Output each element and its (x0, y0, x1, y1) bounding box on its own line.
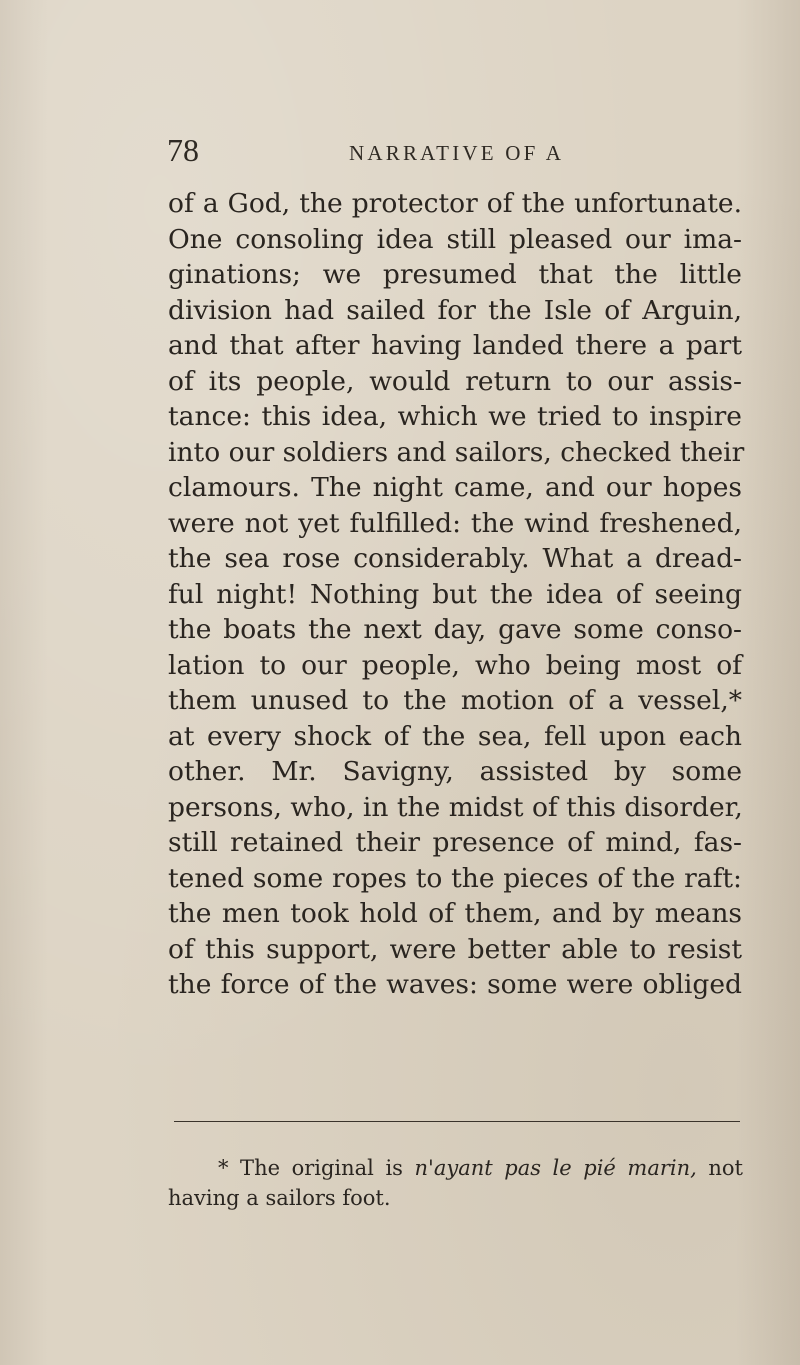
body-text (168, 186, 745, 1003)
text-line: lation to our people, who being most of (168, 649, 742, 681)
text-line: persons, who, in the midst of this disorder, (168, 791, 743, 823)
running-title: NARRATIVE OF A (349, 141, 565, 165)
text-line: of this support, were better able to resist (168, 933, 742, 965)
running-head (167, 132, 727, 168)
text-line: the force of the waves: some were obliged (168, 969, 742, 1000)
text-line: at every shock of the sea, fell upon each (168, 720, 742, 752)
text-line: ginations; we presumed that the little (168, 259, 742, 290)
footnote-line (168, 1153, 743, 1183)
text-line: the men took hold of them, and by means (168, 898, 742, 929)
text-line: into our soldiers and sailors, checked their (168, 436, 745, 468)
footnote-divider (174, 1121, 740, 1122)
footnote-text: * The original is (218, 1156, 415, 1180)
text-line: and that after having landed there a part (168, 330, 742, 361)
text-line: the boats the next day, gave some conso- (168, 614, 742, 645)
text-line: the sea rose considerably. What a dread- (168, 543, 742, 574)
text-line: of a God, the protector of the unfortunate. (168, 188, 742, 219)
text-line: them unused to the motion of a vessel,* (168, 685, 742, 716)
page-number: 78 (167, 132, 199, 168)
text-line: clamours. The night came, and our hopes (168, 472, 742, 503)
text-line: One consoling idea still pleased our ima- (168, 223, 742, 255)
footnote-italic-quote: n'ayant pas le pié marin, (414, 1156, 697, 1180)
text-line: division had sailed for the Isle of Arguin, (168, 294, 742, 326)
footnote-text: not (696, 1156, 743, 1180)
text-line: tened some ropes to the pieces of the raft: (168, 862, 742, 894)
text-line: tance: this idea, which we tried to inspire (168, 401, 742, 432)
footnote (168, 1153, 743, 1213)
text-line: were not yet fulfilled: the wind freshened, (168, 507, 742, 539)
footnote-line: having a sailors foot. (168, 1186, 391, 1210)
text-line: still retained their presence of mind, fas- (168, 827, 742, 858)
text-line: of its people, would return to our assis- (168, 365, 742, 397)
text-line: ful night! Nothing but the idea of seeing (168, 578, 742, 610)
text-line: other. Mr. Savigny, assisted by some (168, 756, 742, 787)
